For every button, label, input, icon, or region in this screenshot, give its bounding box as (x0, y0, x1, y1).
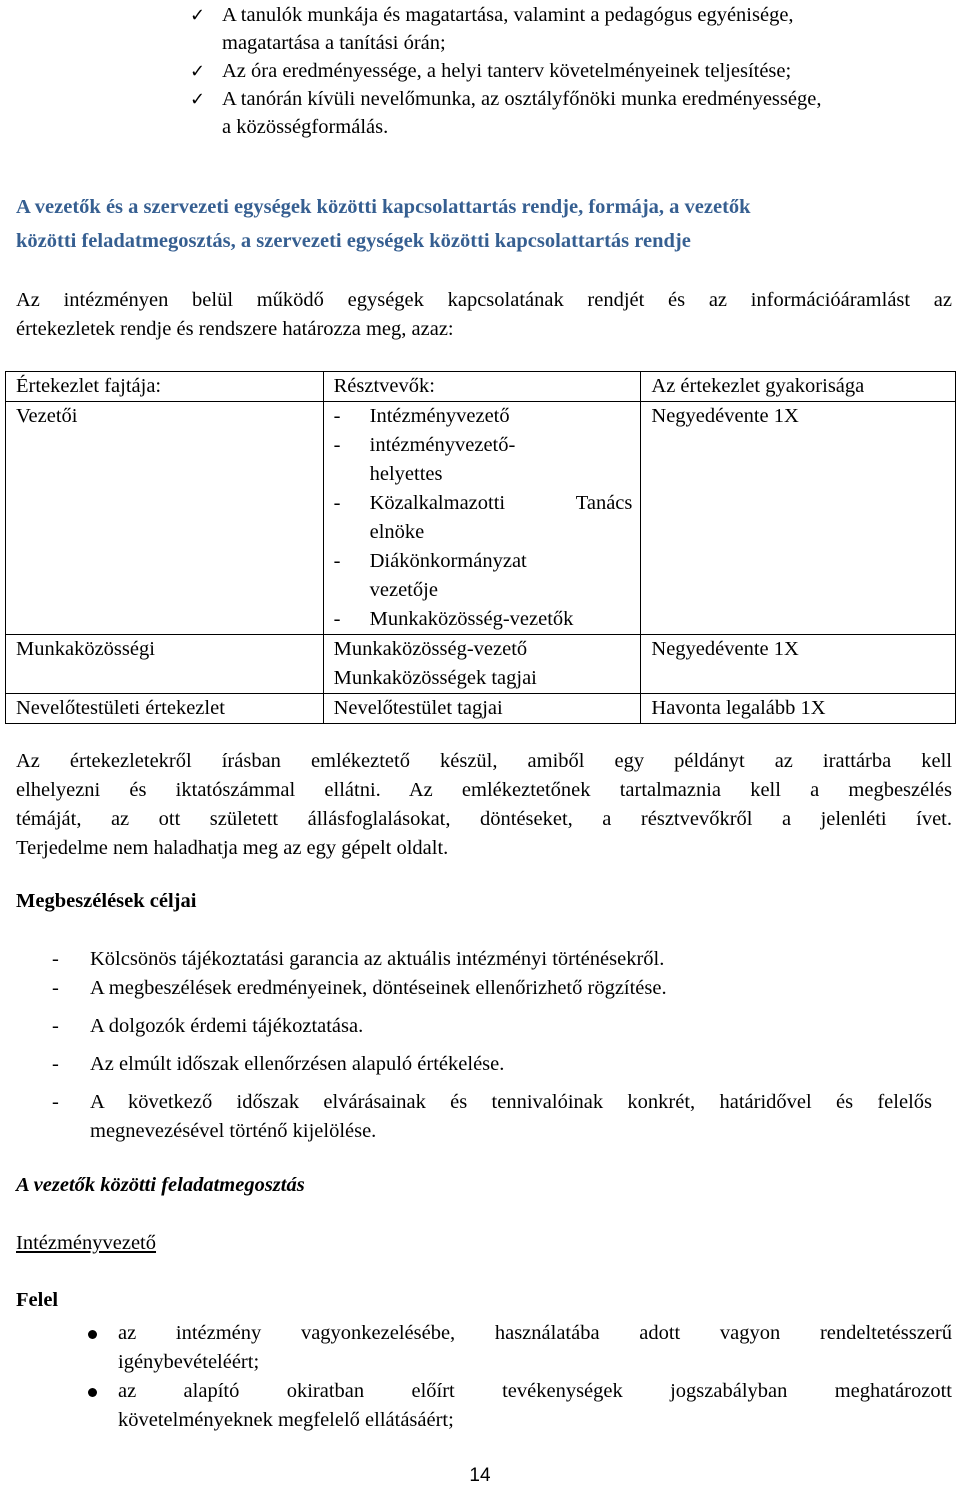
table-row (6, 694, 956, 724)
list-item-text: megnevezésével történő kijelölése. (90, 1120, 377, 1142)
bullet-icon (88, 1330, 97, 1339)
list-item (88, 1377, 952, 1435)
paragraph-line: Az intézményen belül működő egységek kapcsolatának rendjét és az információáramlást az (16, 289, 952, 311)
list-item (52, 1050, 932, 1088)
table-header-cell: Résztvevők: (323, 372, 641, 402)
list-item-text: A következő időszak elvárásainak és tennivalóinak konkrét, határidővel és felelős (90, 1091, 932, 1113)
participant-item (334, 489, 633, 547)
list-item-text: az alapító okiratban előírt tevékenységek jogszabályban meghatározott (118, 1380, 952, 1402)
goals-list (52, 945, 932, 1146)
dash-marker: - (52, 948, 59, 970)
paragraph-line: Az értekezletekről írásban emlékeztető készül, amiből egy példányt az irattárba kell (16, 750, 952, 772)
meeting-type-cell: Vezetői (6, 402, 324, 635)
paragraph-line: értekezletek rendje és rendszere határozza meg, azaz: (16, 318, 454, 340)
meeting-table (5, 371, 956, 724)
paragraph-line: elhelyezni és iktatószámmal ellátni. Az emlékeztetőnek tartalmaznia kell a megbeszélés (16, 779, 952, 801)
list-item-text: Az elmúlt időszak ellenőrzésen alapuló értékelése. (90, 1053, 505, 1075)
participant-text: elnöke (369, 521, 425, 543)
participant-item (334, 605, 633, 634)
memo-paragraph (16, 747, 952, 863)
dash-marker: - (52, 977, 59, 999)
dash-marker: - (333, 550, 341, 572)
table-row (6, 635, 956, 694)
list-item-text: A dolgozók érdemi tájékoztatása. (90, 1015, 364, 1037)
checklist-text: A tanulók munkája és magatartása, valamint a pedagógus egyénisége, (222, 4, 794, 26)
participant-text: helyettes (369, 463, 443, 485)
participant-text: Diákönkormányzat (369, 550, 527, 572)
bullet-icon (88, 1388, 97, 1397)
participant-text: Közalkalmazotti Tanács (369, 492, 633, 514)
participants-cell (323, 402, 641, 635)
list-item-text: igénybevételéért; (118, 1351, 260, 1373)
participant-text: Nevelőtestület tagjai (333, 697, 503, 719)
checkmark-icon: ✓ (190, 89, 206, 110)
section-heading-line: közötti feladatmegosztás, a szervezeti egységek közötti kapcsolattartás rendje (16, 230, 691, 252)
participant-item (334, 402, 633, 431)
dash-marker: - (52, 1015, 59, 1037)
checklist-text: a közösségformálás. (222, 116, 389, 138)
list-item (52, 974, 932, 1012)
dash-marker: - (333, 434, 341, 456)
list-item (52, 945, 932, 974)
responsible-heading: Felel (16, 1289, 59, 1311)
participant-text: vezetője (369, 579, 438, 601)
frequency-cell: Negyedévente 1X (641, 402, 956, 635)
frequency-cell: Havonta legalább 1X (641, 694, 956, 724)
table-header-row (6, 372, 956, 402)
page-number: 14 (469, 1465, 491, 1486)
list-item (52, 1012, 932, 1050)
meeting-type-cell: Nevelőtestületi értekezlet (6, 694, 324, 724)
section-heading-line: A vezetők és a szervezeti egységek közötti kapcsolattartás rendje, formája, a vezetők (16, 196, 751, 218)
task-heading: A vezetők közötti feladatmegosztás (16, 1174, 305, 1196)
table-header-cell: Az értekezlet gyakorisága (641, 372, 956, 402)
participant-text: intézményvezető- (369, 434, 516, 456)
participant-text: Munkaközösség-vezetők (369, 608, 574, 630)
section-heading (16, 190, 751, 258)
participant-text: Intézményvezető (369, 405, 510, 427)
table-header-cell: Értekezlet fajtája: (6, 372, 324, 402)
list-item-text: követelményeknek megfelelő ellátásáért; (118, 1409, 454, 1431)
frequency-cell: Negyedévente 1X (641, 635, 956, 694)
list-item (88, 1319, 952, 1377)
checklist-text: A tanórán kívüli nevelőmunka, az osztályfőnöki munka eredményessége, (222, 88, 822, 110)
dash-marker: - (52, 1091, 59, 1113)
dash-marker: - (333, 492, 341, 514)
checklist-text: magatartása a tanítási órán; (222, 32, 446, 54)
list-item-text: Kölcsönös tájékoztatási garancia az aktuális intézményi történésekről. (90, 948, 665, 970)
role-heading: Intézményvezető (16, 1232, 157, 1254)
participants-cell (323, 635, 641, 694)
intro-paragraph (16, 286, 952, 344)
dash-marker: - (333, 405, 341, 427)
meeting-type-cell: Munkaközösségi (6, 635, 324, 694)
checklist-text: Az óra eredményessége, a helyi tanterv követelményeinek teljesítése; (222, 60, 792, 82)
list-item (52, 1088, 932, 1146)
participant-text: Munkaközösség-vezető (333, 638, 528, 660)
participants-cell (323, 694, 641, 724)
checkmark-icon: ✓ (190, 5, 206, 26)
table-row (6, 402, 956, 635)
participant-text: Munkaközösségek tagjai (333, 667, 537, 689)
paragraph-line: témáját, az ott született állásfoglalásokat, döntéseket, a résztvevőkről a jelenléti ívet. (16, 808, 952, 830)
paragraph-line: Terjedelme nem haladhatja meg az egy gépelt oldalt. (16, 837, 449, 859)
checkmark-icon: ✓ (190, 61, 206, 82)
participant-item (334, 547, 633, 605)
goals-heading: Megbeszélések céljai (16, 890, 197, 912)
dash-marker: - (52, 1053, 59, 1075)
dash-marker: - (333, 608, 341, 630)
participant-item (334, 431, 633, 489)
list-item-text: A megbeszélések eredményeinek, döntéseinek ellenőrizhető rögzítése. (90, 977, 667, 999)
list-item-text: az intézmény vagyonkezelésébe, használatába adott vagyon rendeltetésszerű (118, 1322, 952, 1344)
